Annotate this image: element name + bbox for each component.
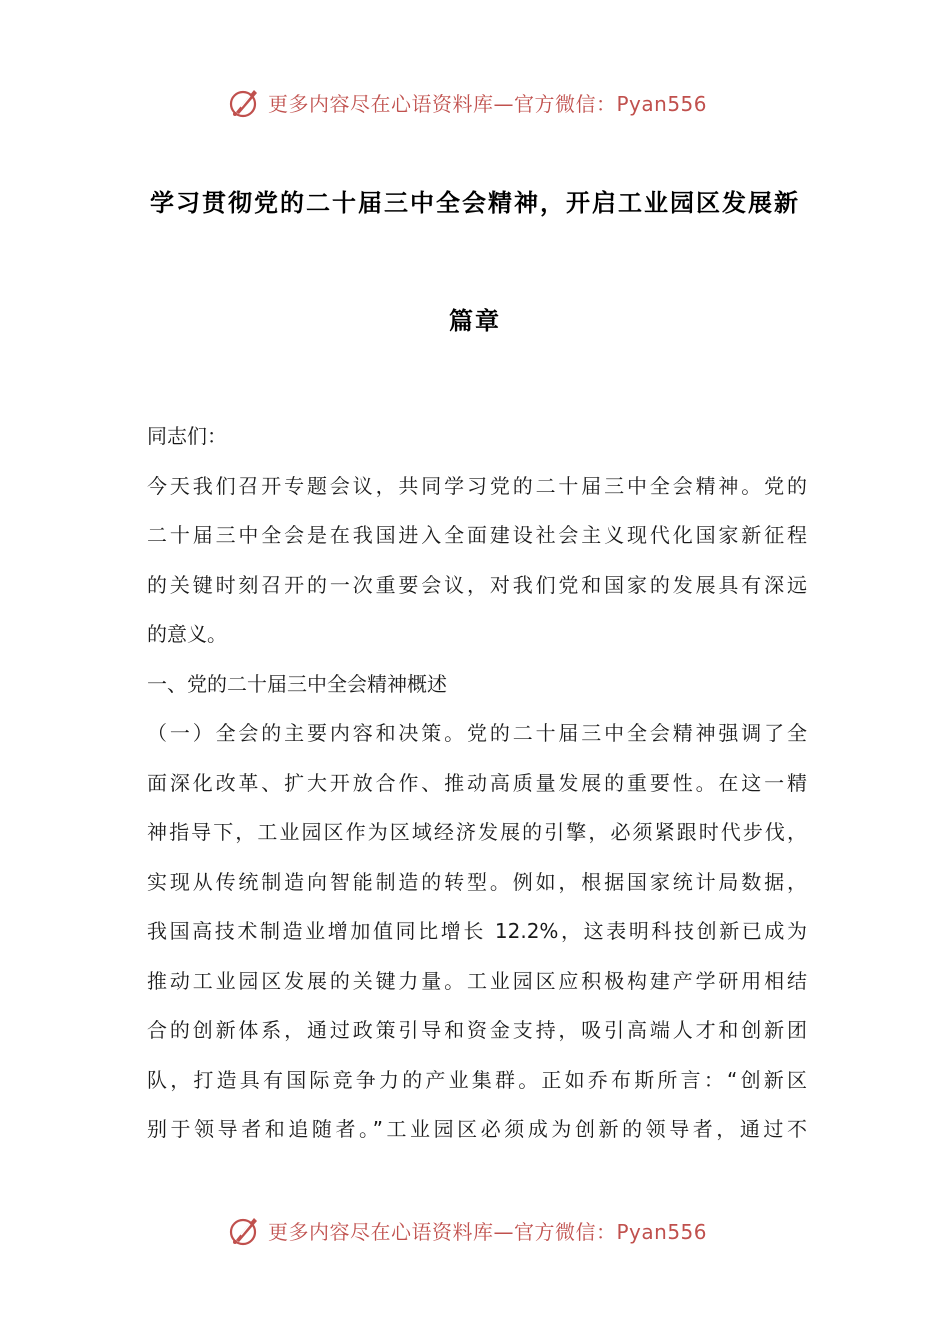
salutation: 同志们： bbox=[147, 424, 227, 448]
body-line: 的意义。 bbox=[147, 622, 227, 646]
header-contact-text: —官方微信：Pyan556 bbox=[493, 91, 708, 116]
body-line: 面深化改革、扩大开放合作、推动高质量发展的重要性。在这一精 bbox=[147, 771, 807, 795]
footer-contact-text: —官方微信：Pyan556 bbox=[493, 1219, 708, 1244]
document-title-line-2: 篇章 bbox=[449, 307, 501, 335]
document-title-line-1: 学习贯彻党的二十届三中全会精神，开启工业园区发展新 bbox=[150, 189, 800, 217]
section-heading: 一、党的二十届三中全会精神概述 bbox=[147, 672, 447, 696]
body-line: 实现从传统制造向智能制造的转型。例如，根据国家统计局数据， bbox=[147, 870, 807, 894]
quill-pen-logo-icon bbox=[228, 1213, 262, 1247]
body-line: 神指导下，工业园区作为区域经济发展的引擎，必须紧跟时代步伐， bbox=[147, 820, 807, 844]
body-line: 合的创新体系，通过政策引导和资金支持，吸引高端人才和创新团 bbox=[147, 1018, 807, 1042]
body-line: 的关键时刻召开的一次重要会议，对我们党和国家的发展具有深远 bbox=[147, 573, 807, 597]
body-line: 别于领导者和追随者。”工业园区必须成为创新的领导者，通过不 bbox=[147, 1117, 807, 1141]
header-banner bbox=[228, 82, 707, 122]
footer-brand-text: 更多内容尽在心语资料库 bbox=[268, 1219, 494, 1244]
header-brand-text: 更多内容尽在心语资料库 bbox=[268, 91, 494, 116]
body-line: 队，打造具有国际竞争力的产业集群。正如乔布斯所言：“创新区 bbox=[147, 1068, 807, 1092]
body-line: 二十届三中全会是在我国进入全面建设社会主义现代化国家新征程 bbox=[147, 523, 807, 547]
body-line: 我国高技术制造业增加值同比增长 12.2%，这表明科技创新已成为 bbox=[147, 919, 807, 943]
body-line: （一）全会的主要内容和决策。党的二十届三中全会精神强调了全 bbox=[147, 721, 807, 745]
body-line: 推动工业园区发展的关键力量。工业园区应积极构建产学研用相结 bbox=[147, 969, 807, 993]
footer-banner bbox=[228, 1210, 707, 1250]
body-line: 今天我们召开专题会议，共同学习党的二十届三中全会精神。党的 bbox=[147, 474, 807, 498]
quill-pen-logo-icon bbox=[228, 85, 262, 119]
